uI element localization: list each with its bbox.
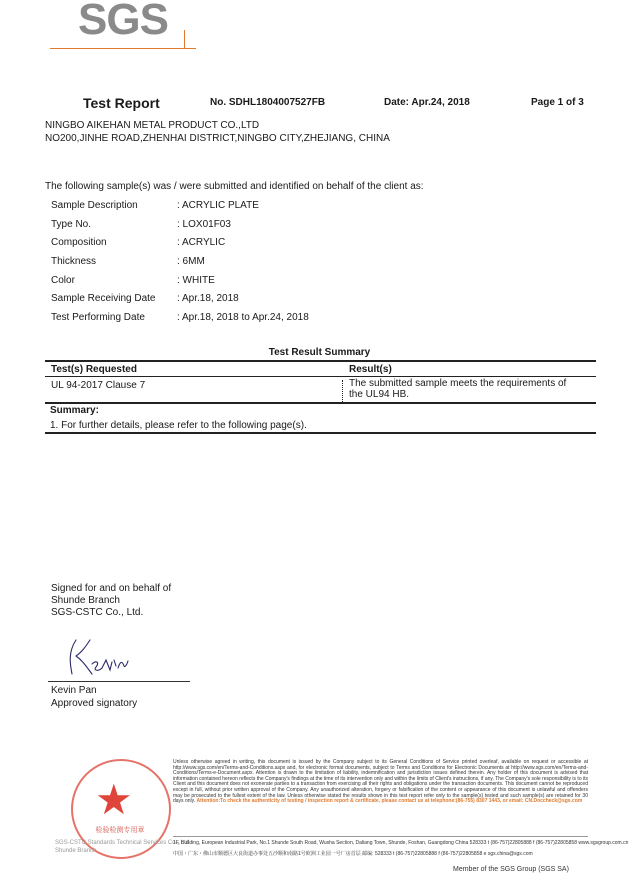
stamp-text: 检验检测专用章	[95, 827, 145, 834]
row-test-value: UL 94-2017 Clause 7	[51, 380, 146, 391]
report-number: No. SDHL1804007527FB	[210, 97, 326, 108]
signed-block	[51, 583, 171, 619]
intro-text: The following sample(s) was / were submitted and identified on behalf of the client as:	[45, 181, 424, 192]
signed-line-2: Shunde Branch	[51, 595, 120, 606]
logo-underline	[50, 48, 196, 49]
client-address: NO200,JINHE ROAD,ZHENHAI DISTRICT,NINGBO CITY,ZHEJIANG, CHINA	[45, 133, 390, 144]
col-header-result: Result(s)	[349, 364, 392, 375]
sample-value: : WHITE	[177, 275, 215, 286]
signer-block	[51, 684, 137, 710]
column-separator	[342, 380, 345, 402]
sample-label: Sample Receiving Date	[51, 293, 156, 304]
sample-value: : Apr.18, 2018	[177, 293, 239, 304]
row-result-line2: the UL94 HB.	[349, 389, 410, 400]
stamp-star-icon: ★	[95, 776, 133, 823]
sample-label: Thickness	[51, 256, 97, 267]
signer-role: Approved signatory	[51, 698, 138, 709]
client-name: NINGBO AIKEHAN METAL PRODUCT CO.,LTD	[45, 120, 260, 131]
signature-line	[48, 681, 190, 682]
summary-table-title: Test Result Summary	[268, 347, 371, 358]
signed-line-1: Signed for and on behalf of	[51, 583, 172, 594]
sample-value: : ACRYLIC	[177, 237, 226, 248]
sample-value: : 6MM	[177, 256, 205, 267]
sample-value: : ACRYLIC PLATE	[177, 200, 259, 211]
page-indicator: Page 1 of 3	[531, 97, 584, 108]
summary-label: Summary:	[50, 405, 99, 416]
handwritten-signature	[62, 634, 132, 680]
sgs-member-text: Member of the SGS Group (SGS SA)	[453, 866, 569, 873]
summary-bottom-rule	[45, 432, 596, 434]
sample-label: Test Performing Date	[51, 312, 145, 323]
sample-value: : LOX01F03	[177, 219, 231, 230]
address-chinese: 中国・广东・佛山市顺德区大良街道办事处五沙顺和南路1号欧洲工业园一号厂房首层 邮编: 528333 t (86-757)22805888 f (86-757)22805858 e sgs.china@sgs.com	[173, 851, 533, 857]
col-header-test: Test(s) Requested	[51, 364, 137, 375]
stamp-side-line-2: Shunde Branch	[55, 848, 97, 854]
client-block	[45, 119, 390, 145]
signed-line-3: SGS-CSTC Co., Ltd.	[51, 607, 144, 618]
sample-label: Composition	[51, 237, 107, 248]
summary-text: 1. For further details, please refer to the following page(s).	[50, 420, 307, 431]
stamp-side-text	[55, 839, 191, 855]
fine-print	[173, 760, 588, 805]
sample-label: Sample Description	[51, 200, 138, 211]
row-result-line1: The submitted sample meets the requirements of	[349, 378, 567, 389]
conditions-text: Unless otherwise agreed in writing, this document is issued by the Company subject to its General Conditions of Service printed overleaf, available on request or accessible at http://www.sgs.com/en/Terms-and-Conditions.aspx and, for electronic format documents, subject to Terms and Conditions for Electronic Documents at http://www.sgs.com/en/Terms-and-Conditions/Terms-e-Document.aspx. Attention is drawn to the limitation of liability, indemnification and jurisdiction issues defined therein. Any holder of this document is advised that information contained hereon reflects the Company's findings at the time of its intervention only and within the limits of Client's instructions, if any. The Company's sole responsibility is to its Client and this document does not exonerate parties to a transaction from exercising all their rights and obligations under the transaction documents. This document cannot be reproduced except in full, without prior written approval of the Company. Any unauthorized alteration, forgery or falsification of the content or appearance of this document is unlawful and offenders may be prosecuted to the fullest extent of the law. Unless otherwise stated the results shown in this test report refer only to the sample(s) tested and such sample(s) are retained for 30 days only.	[173, 759, 588, 805]
official-stamp	[55, 757, 191, 857]
signer-name: Kevin Pan	[51, 685, 97, 696]
logo-tick	[184, 30, 185, 48]
report-title: Test Report	[83, 95, 160, 111]
attention-text: Attention:To check the authenticity of testing / inspection report & certificate, please contact us at telephone:(86-755) 8307 1443, or email: CN.Doccheck@sgs.com	[196, 798, 583, 805]
table-header-rule	[45, 376, 596, 377]
sample-label: Color	[51, 275, 75, 286]
stamp-side-line-1: SGS-CSTC Standards Technical Services Co., Ltd.	[55, 840, 191, 846]
table-bottom-rule	[45, 402, 596, 404]
sgs-logo-text: SGS	[78, 0, 168, 44]
sgs-logo	[50, 0, 196, 52]
sample-label: Type No.	[51, 219, 92, 230]
report-date: Date: Apr.24, 2018	[384, 97, 470, 108]
sample-value: : Apr.18, 2018 to Apr.24, 2018	[177, 312, 309, 323]
address-divider	[173, 836, 588, 837]
address-english: 1F, Building, European Industrial Park, No.1 Shunde South Road, Wusha Section, Daliang Town, Shunde, Foshan, Guangdong China 528333 t (86-757)22805888 f (86-757)22805858 www.sgsgroup.com.cn	[173, 840, 629, 846]
table-top-rule	[45, 360, 596, 362]
